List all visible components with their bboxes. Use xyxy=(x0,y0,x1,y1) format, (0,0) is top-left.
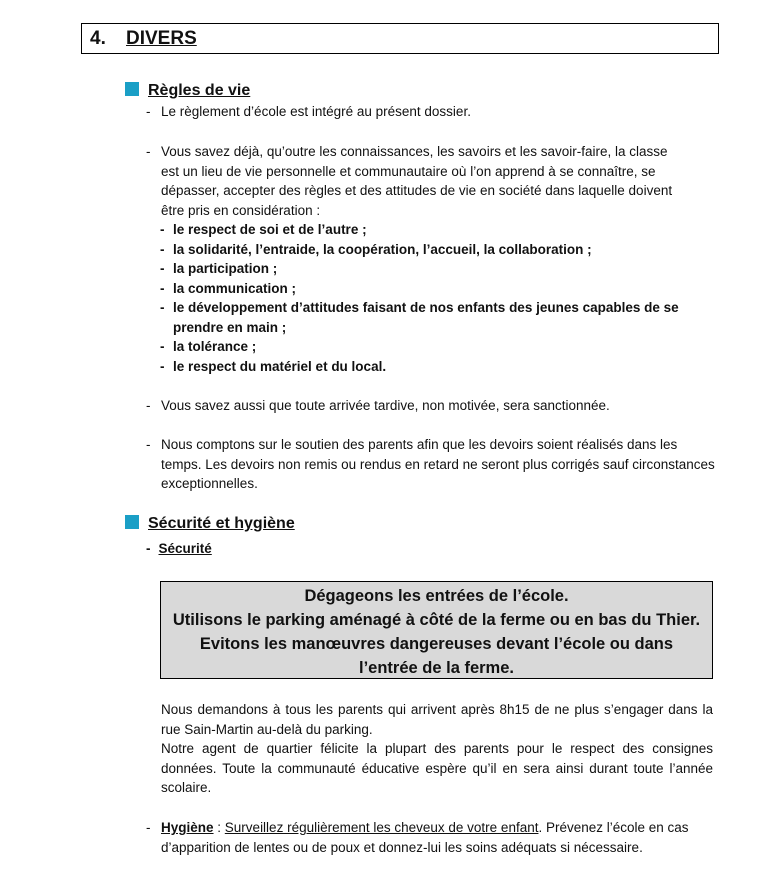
notice-line: Dégageons les entrées de l’école. xyxy=(304,587,569,605)
hygiene-label: Hygiène xyxy=(161,820,214,835)
dash-marker: - xyxy=(146,104,151,119)
section-title: DIVERS xyxy=(126,28,197,49)
heading-securite-hygiene: Sécurité et hygiène xyxy=(125,514,295,534)
notice-box xyxy=(160,581,713,679)
dash-marker: - xyxy=(146,144,151,159)
square-bullet-icon xyxy=(125,82,139,96)
section-header xyxy=(81,23,719,54)
section-number: 4. xyxy=(90,28,106,49)
text-line: Vous savez déjà, qu’outre les connaissances, les savoirs et les savoir-faire, la classe xyxy=(161,144,668,159)
notice-line: Evitons les manœuvres dangereuses devant l’école ou dans xyxy=(199,635,674,653)
paragraph-parking: Nous demandons à tous les parents qui arrivent après 8h15 de ne plus s’engager dans la rue Sain-Martin au-delà du parking. xyxy=(161,702,713,737)
text-line: est un lieu de vie personnelle et communautaire où l’on apprend à se connaître, se xyxy=(161,163,656,179)
notice-line: l’entrée de la ferme. xyxy=(359,659,514,677)
notice-line: Utilisons le parking aménagé à côté de la ferme ou en bas du Thier. xyxy=(172,611,701,629)
hygiene-emphasis: Surveillez régulièrement les cheveux de votre enfant xyxy=(224,820,539,835)
subheading-securite: - Sécurité xyxy=(146,541,212,556)
heading-regles-de-vie: Règles de vie xyxy=(125,81,250,101)
paragraph-agent-quartier: Notre agent de quartier félicite la plupart des parents pour le respect des consignes données. Toute la communauté éducative espère qu’il en sera ainsi durant toute l’année scolaire. xyxy=(161,741,713,795)
text-line: dépasser, accepter des règles et des attitudes de vie en société dans laquelle doivent xyxy=(161,183,673,198)
text-line: être pris en considération : xyxy=(161,202,321,218)
square-bullet-icon xyxy=(125,515,139,529)
